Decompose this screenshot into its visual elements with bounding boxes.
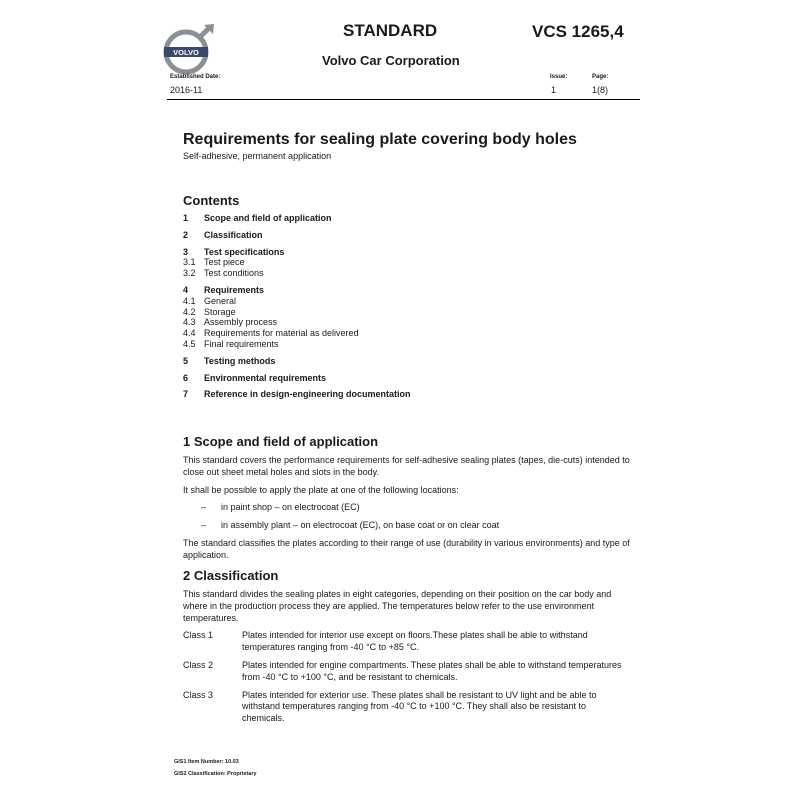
toc-item-label: Requirements for material as delivered <box>204 328 359 339</box>
toc-item-number: 3.1 <box>183 257 196 268</box>
toc-item <box>183 328 623 339</box>
toc-item-number: 4 <box>183 284 189 295</box>
toc-item-label: Reference in design-engineering documentation <box>204 389 411 400</box>
toc-item-number: 4.2 <box>183 306 196 317</box>
toc-item-label: Test conditions <box>204 268 264 279</box>
toc-item-label: Test specifications <box>204 246 285 257</box>
bullet-dash: – <box>201 502 207 513</box>
list-item <box>183 520 633 532</box>
bullet-dash: – <box>201 520 207 531</box>
class-row <box>183 630 633 654</box>
document-title: Requirements for sealing plate covering body holes <box>183 131 577 148</box>
volvo-logo-text: VOLVO <box>173 48 199 57</box>
toc-item <box>183 247 623 258</box>
page-label: Page: <box>592 74 609 80</box>
toc-item <box>183 317 623 328</box>
section1-para1: This standard covers the performance requirements for self-adhesive sealing plates (tapes, die-cuts) intended to close out sheet metal holes and slots in the body. <box>183 455 630 477</box>
toc-item-label: Final requirements <box>204 338 279 349</box>
list-item-text: in assembly plant – on electrocoat (EC), on base coat or on clear coat <box>221 520 500 531</box>
toc-item <box>183 285 623 296</box>
footer-item-number: GIS1 Item Number: 10.03 <box>174 759 239 765</box>
toc-item-number: 4.1 <box>183 295 196 306</box>
toc-item <box>183 373 623 384</box>
toc-item <box>183 268 623 279</box>
toc-item-number: 4.5 <box>183 338 196 349</box>
toc-item-label: Storage <box>204 306 236 317</box>
toc-item-number: 5 <box>183 355 189 366</box>
list-item <box>183 502 633 514</box>
toc-item-number: 7 <box>183 389 189 400</box>
class-row <box>183 690 633 725</box>
class-row <box>183 660 633 684</box>
contents-heading: Contents <box>183 193 240 208</box>
section2-heading: 2 Classification <box>183 568 279 583</box>
table-of-contents <box>183 213 623 400</box>
toc-item-number: 6 <box>183 372 189 383</box>
toc-item-number: 3.2 <box>183 268 196 279</box>
toc-item-number: 4.4 <box>183 328 196 339</box>
established-label: Established Date: <box>170 74 221 80</box>
toc-item-label: General <box>204 295 237 306</box>
toc-item-label: Classification <box>204 229 263 240</box>
class-name: Class 3 <box>183 689 214 700</box>
class-text: Plates intended for interior use except on floors.These plates shall be able to withstand temperatures ranging from -40 °C to +85 °C. <box>242 630 588 653</box>
established-value: 2016-11 <box>170 85 203 95</box>
toc-item-number: 1 <box>183 213 189 223</box>
section2-body <box>183 589 633 725</box>
toc-item <box>183 257 623 268</box>
issue-value: 1 <box>551 85 557 95</box>
toc-item-number: 4.3 <box>183 317 196 328</box>
class-text: Plates intended for exterior use. These plates shall be resistant to UV light and be able to withstand temperatures ranging from -40 °C to +100 °C. They shall also be resistant to chemicals. <box>242 689 597 724</box>
standard-label: STANDARD <box>343 21 438 40</box>
toc-item-label: Requirements <box>204 284 265 295</box>
section1-heading: 1 Scope and field of application <box>183 434 379 449</box>
toc-item-label: Test piece <box>204 257 245 268</box>
toc-item <box>183 296 623 307</box>
toc-item-label: Environmental requirements <box>204 372 327 383</box>
toc-item <box>183 389 623 400</box>
page-value: 1(8) <box>592 85 609 95</box>
toc-item <box>183 339 623 350</box>
class-name: Class 1 <box>183 630 214 641</box>
company-name: Volvo Car Corporation <box>322 53 460 68</box>
section1-body <box>183 455 633 562</box>
header-divider <box>167 99 640 100</box>
toc-item <box>183 230 623 241</box>
toc-item-label: Testing methods <box>204 355 276 366</box>
section1-para3: The standard classifies the plates according to their range of use (durability in various environments) and type of application. <box>183 537 630 560</box>
section1-para2: It shall be possible to apply the plate at one of the following locations: <box>183 484 459 495</box>
document-subtitle: Self-adhesive, permanent application <box>183 151 332 161</box>
class-text: Plates intended for engine compartments. These plates shall be able to withstand temperatures from -40 °C to +100 °C, and be resistant to chemicals. <box>242 659 622 682</box>
issue-label: Issue: <box>550 74 568 80</box>
toc-item <box>183 213 623 224</box>
toc-item-number: 2 <box>183 229 189 240</box>
volvo-logo <box>160 22 216 78</box>
section2-para1: This standard divides the sealing plates in eight categories, depending on their position on the car body and where in the production process they are applied. The temperatures below refer to the use environment temperatures. <box>183 589 612 623</box>
toc-item-label: Assembly process <box>204 317 278 328</box>
footer-classification: GIS2 Classification: Proprietary <box>174 771 257 777</box>
toc-item-number: 3 <box>183 246 189 257</box>
toc-item-label: Scope and field of application <box>204 213 332 223</box>
standard-code: VCS 1265,4 <box>532 22 624 41</box>
list-item-text: in paint shop – on electrocoat (EC) <box>221 502 360 513</box>
toc-item <box>183 356 623 367</box>
class-name: Class 2 <box>183 659 214 670</box>
toc-item <box>183 307 623 318</box>
